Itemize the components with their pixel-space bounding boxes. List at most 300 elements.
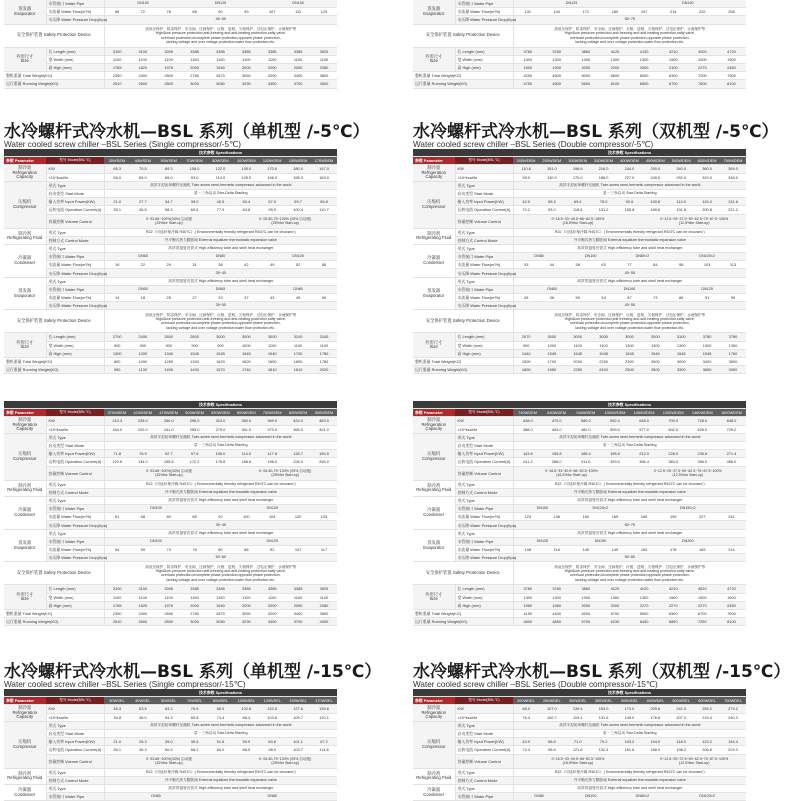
value-cell: 120.5 — [259, 705, 285, 713]
value-cell: 1100 — [591, 341, 617, 349]
value-cell: 76.9 — [130, 450, 156, 458]
value-cell: 1980 — [513, 601, 542, 609]
specifications-title: 技术参数 Specifications — [513, 149, 746, 157]
model-name: 1200WDEM — [659, 409, 688, 417]
table-row — [4, 244, 337, 252]
value-cell: 88.4 — [233, 713, 259, 721]
value-cell: 1300 — [642, 341, 668, 349]
row-label: 启动类型 Start Mode — [46, 441, 104, 449]
value-cell: 129 — [311, 8, 337, 16]
row-label: 水流量 Water Flow(m³/h) — [46, 513, 104, 521]
row-label: 水管接口 Water Pipe — [455, 505, 513, 513]
row-label: 运行重量 Running Weight(KG) — [4, 366, 104, 374]
value-cell: 4720 — [717, 585, 746, 593]
value-cell: 3000 — [233, 333, 259, 341]
value-cell: 高效半封闭单螺杆压缩机 Twin-screw semi-hermetic compressor advanced in the world — [104, 721, 337, 729]
value-cell: 183 — [688, 546, 717, 554]
value-cell: 外平衡式热力膨胀阀 External equalizer thermostatic expansion valve — [104, 488, 337, 496]
value-cell: 28 — [513, 294, 539, 302]
row-label: KW — [455, 165, 513, 173]
value-cell: 56 — [311, 261, 337, 269]
table-row — [4, 768, 337, 776]
value-cell: 1100 — [130, 55, 156, 63]
value-cell: 3100 — [285, 333, 311, 341]
value-cell: 4210 — [659, 47, 688, 55]
value-cell: 4120 — [630, 585, 659, 593]
row-label: 高 High (mm) — [455, 601, 513, 609]
value-cell: 72 — [130, 8, 156, 16]
value-cell: 117 — [311, 546, 337, 554]
group-label: 压缩机 Compressor — [4, 181, 46, 228]
value-cell: 39.0 — [182, 198, 208, 206]
table-row — [413, 349, 746, 357]
value-cell: 1940 — [208, 63, 234, 71]
header-blank — [4, 689, 104, 697]
value-cell: 4000 — [311, 80, 337, 88]
value-cell: 58 — [565, 261, 591, 269]
group-label: 制冷剂 Refrigerating Fluid — [4, 768, 46, 784]
table-row — [413, 521, 746, 529]
value-cell: 高效带翅管壳管式 High-efficiency tube and shell heat exchanger — [104, 496, 337, 504]
value-cell: 1100 — [311, 55, 337, 63]
value-cell: 1300 — [694, 341, 720, 349]
value-cell: 1150 — [208, 593, 234, 601]
table-row — [4, 746, 337, 754]
value-cell: 1810 — [285, 366, 311, 374]
model-name: 900WSEM — [311, 409, 337, 417]
value-cell: 2270 — [630, 601, 659, 609]
value-cell: 73 — [642, 294, 668, 302]
value-cell: 5900 — [630, 609, 659, 617]
specifications-title: 技术参数 Specifications — [104, 149, 337, 157]
value-cell: 130.0 — [539, 173, 565, 181]
row-label: 运行重量 Running Weight(KG) — [413, 80, 513, 88]
table-row — [413, 173, 746, 181]
model-name: 350WDEL — [591, 697, 617, 705]
value-cell: 92.6 — [617, 198, 643, 206]
value-cell: 4600 — [513, 618, 542, 626]
value-cell: DN200 — [630, 537, 747, 545]
value-cell: 3780 — [720, 333, 746, 341]
model-name: 600WDEL — [694, 697, 720, 705]
value-cell: 108.0 — [182, 165, 208, 173]
value-cell: 外平衡式热力膨胀阀 External equalizer thermostatic expansion valve — [513, 488, 746, 496]
group-label: 制冷量 Refrigeration Capacity — [413, 165, 455, 181]
group-label: 蒸发器 Evaporator — [4, 277, 46, 310]
value-cell: 29 — [156, 261, 182, 269]
group-label: 压缩机 Compressor — [413, 433, 455, 480]
value-cell: 39.8 — [104, 713, 130, 721]
table-row — [413, 341, 746, 349]
table-row — [413, 689, 746, 697]
group-label: 制冷量 Refrigeration Capacity — [4, 705, 46, 721]
row-label: 容量控制 Volume Control — [46, 466, 104, 480]
value-cell: 高效半封闭单螺杆压缩机 Twin-screw semi-hermetic compressor advanced in the world — [104, 433, 337, 441]
value-cell: 5600 — [600, 72, 629, 80]
value-cell: 27.7 — [130, 198, 156, 206]
table-row — [4, 277, 337, 285]
value-cell: 1300 — [600, 593, 629, 601]
row-label: 长 Length (mm) — [46, 47, 104, 55]
value-cell: 2510 — [104, 80, 130, 88]
table-row — [4, 713, 337, 721]
value-cell: 58.3 — [156, 206, 182, 214]
value-cell: 5600 — [571, 80, 600, 88]
value-cell: 3080 — [208, 80, 234, 88]
value-cell: 180 — [600, 8, 629, 16]
value-cell: 3080 — [208, 618, 234, 626]
value-cell: 88.0 — [513, 705, 539, 713]
table-row — [413, 609, 746, 617]
group-label: 冷凝器 Condenser — [413, 496, 455, 529]
table-row — [4, 294, 337, 302]
value-cell: 4120 — [630, 47, 659, 55]
row-label: 长 Length (mm) — [455, 333, 513, 341]
row-label: 高 High (mm) — [46, 601, 104, 609]
value-cell: 外平衡式热力膨胀阀 External equalizer thermostatic expansion valve — [104, 776, 337, 784]
value-cell: 114.0 — [208, 173, 234, 181]
value-cell: 113 — [720, 261, 746, 269]
value-cell: 1545 — [182, 349, 208, 357]
value-cell: 67.2 — [311, 738, 337, 746]
table-row — [413, 80, 746, 88]
section-subtitle-single-5c: Water cooled screw chiller –BSL Series (Single compressor/-5℃) — [4, 140, 242, 149]
table-row — [4, 721, 337, 729]
value-cell: 5700 — [600, 609, 629, 617]
group-label: 压缩机 Compressor — [413, 181, 455, 228]
table-row — [4, 189, 337, 197]
table-row — [4, 333, 337, 341]
value-cell: 71.8 — [104, 450, 130, 458]
section-title-double-15c: 水冷螺杆式冷水机—BSL 系列（双机型 /-15℃） — [413, 662, 790, 682]
value-cell: 3395 — [156, 585, 182, 593]
value-cell: 3700 — [285, 80, 311, 88]
value-cell: 35~45 — [104, 269, 337, 277]
value-cell: 2780 — [182, 72, 208, 80]
value-cell: 21.0 — [104, 738, 130, 746]
value-cell: DN125 — [182, 0, 260, 8]
value-cell: 44 — [539, 261, 565, 269]
model-name: 600WDEM — [694, 157, 720, 165]
value-cell: 170.0 — [565, 173, 591, 181]
value-cell: 3650 — [694, 366, 720, 374]
model-name: 1600WDEM — [717, 409, 746, 417]
table-row — [413, 562, 746, 585]
value-cell: 3100 — [104, 47, 130, 55]
model-name: 150WSEM — [285, 157, 311, 165]
value-cell: 高效带翅管壳管式 High-efficiency tube and shell heat exchanger — [104, 277, 337, 285]
value-cell: 169 — [600, 513, 629, 521]
value-cell: 0~12.5~25~37.5~50~62.5~75~87.5~100% (12.5%for Start-up) — [630, 466, 747, 480]
value-cell: 2450 — [717, 63, 746, 71]
row-label: KW — [455, 705, 513, 713]
specifications-title: 技术参数 Specifications — [513, 401, 746, 409]
table-row — [413, 466, 746, 480]
value-cell: 1300 — [668, 341, 694, 349]
value-cell: 1250 — [156, 357, 182, 365]
value-cell: 900 — [513, 341, 539, 349]
value-cell: 3860 — [571, 47, 600, 55]
value-cell: 57.0 — [259, 198, 285, 206]
value-cell: 900 — [104, 341, 130, 349]
table-row — [413, 793, 746, 801]
table-row — [413, 601, 746, 609]
header-blank — [413, 401, 513, 409]
value-cell: 104.0 — [642, 738, 668, 746]
table-row — [4, 776, 337, 784]
value-cell: 329.0 — [600, 458, 629, 466]
model-name: 500WSEM — [182, 409, 208, 417]
value-cell: DN150 — [571, 537, 629, 545]
group-label: 外形尺寸 Size — [413, 333, 455, 358]
value-cell: 25 — [156, 294, 182, 302]
value-cell: 119.4 — [694, 198, 720, 206]
value-cell: 4900 — [542, 80, 571, 88]
value-cell: 489.0 — [311, 417, 337, 425]
value-cell: 1750 — [285, 349, 311, 357]
value-cell: 86.5 — [208, 705, 234, 713]
value-cell: 1400 — [156, 366, 182, 374]
value-cell: 2870 — [208, 72, 234, 80]
row-label: 启动类型 Start Mode — [455, 189, 513, 197]
table-row — [413, 214, 746, 228]
table-row — [4, 47, 337, 55]
value-cell: 118.0 — [668, 738, 694, 746]
value-cell: 136 — [542, 513, 571, 521]
value-cell: 37 — [233, 294, 259, 302]
row-label: 形式 Type — [46, 784, 104, 792]
value-cell: 310.0 — [694, 173, 720, 181]
value-cell: 134.4 — [720, 738, 746, 746]
row-label: 整机重量 Total Weight(KG) — [413, 357, 513, 365]
table-row — [413, 181, 746, 189]
value-cell: 1100 — [259, 593, 285, 601]
section-subtitle-double-15c: Water cooled screw chiller –BSL Series (Double compressor/-15℃) — [413, 680, 658, 689]
value-cell: 103 — [694, 261, 720, 269]
value-cell: 100 — [233, 513, 259, 521]
value-cell: 140 — [571, 546, 600, 554]
value-cell: 3300 — [668, 366, 694, 374]
row-label: 输入功率 Input Power(KW) — [46, 738, 104, 746]
value-cell: 602.0 — [659, 425, 688, 433]
value-cell: 8100 — [717, 618, 746, 626]
model-name: 500WDEM — [668, 157, 694, 165]
value-cell: DN80 — [513, 253, 565, 261]
table-row — [413, 537, 746, 545]
row-label: 启动类型 Start Mode — [46, 729, 104, 737]
value-cell: 131.6 — [720, 198, 746, 206]
value-cell: 36 — [539, 294, 565, 302]
row-label: 形式 Type — [455, 228, 513, 236]
group-label: 制冷剂 Refrigerating Fluid — [413, 768, 455, 784]
model-label: 型号 Model(BSL°C) — [455, 409, 513, 417]
model-name: 730WSEM — [259, 409, 285, 417]
row-label: ×10⁴kcal/hr — [455, 173, 513, 181]
right-top-table — [413, 0, 746, 89]
section-subtitle-double-5c: Water cooled screw chiller –BSL Series (Double compressor/-5℃) — [413, 140, 654, 149]
value-cell: 106.0 — [208, 450, 234, 458]
value-cell: 星－三角启动 Star-Delta Starting — [513, 729, 746, 737]
value-cell: 1340 — [156, 349, 182, 357]
value-cell: 31 — [182, 261, 208, 269]
table-row — [4, 705, 337, 713]
model-label: 型号 Model(BSL°C) — [455, 157, 513, 165]
value-cell: 369.0 — [259, 417, 285, 425]
model-name: 70WSEL — [182, 697, 208, 705]
value-cell: 2400 — [130, 333, 156, 341]
group-label: 蒸发器 Evaporator — [4, 529, 46, 562]
table-row — [413, 8, 746, 16]
row-label: 形式 Type — [455, 244, 513, 252]
value-cell: 1440 — [513, 349, 539, 357]
value-cell: 1500 — [717, 593, 746, 601]
value-cell: 96.6 — [539, 746, 565, 754]
table-row — [413, 189, 746, 197]
table-row — [413, 425, 746, 433]
value-cell: 3000 — [182, 618, 208, 626]
model-name: 420WSEM — [130, 409, 156, 417]
model-name: 80WSEM — [208, 157, 234, 165]
value-cell: 292.0 — [668, 173, 694, 181]
value-cell: 75.5 — [130, 165, 156, 173]
value-cell: 8100 — [717, 80, 746, 88]
table-row — [413, 261, 746, 269]
value-cell: 1300 — [571, 55, 600, 63]
value-cell: DN125 — [513, 537, 571, 545]
value-cell: 4250 — [513, 72, 542, 80]
value-cell: 241.0 — [156, 425, 182, 433]
row-label: 运转电流 Operation Current(A) — [46, 746, 104, 754]
value-cell: 110.7 — [311, 206, 337, 214]
value-cell: 2800 — [182, 333, 208, 341]
right-low-table — [413, 401, 746, 626]
table-row — [4, 496, 337, 504]
value-cell: 123 — [513, 513, 542, 521]
value-cell: 3525 — [311, 47, 337, 55]
value-cell: 2050 — [285, 601, 311, 609]
value-cell: 198.2 — [668, 746, 694, 754]
value-cell: 4850 — [542, 618, 571, 626]
table-row — [4, 236, 337, 244]
value-cell: 249.0 — [642, 173, 668, 181]
model-name: 30WSEL — [104, 697, 130, 705]
header-blank — [413, 149, 513, 157]
value-cell: 3200 — [259, 609, 285, 617]
value-cell: 3385 — [182, 585, 208, 593]
section-title-single-5c: 水冷螺杆式冷水机—BSL 系列（单机型 /-5℃） — [4, 122, 370, 142]
value-cell: 93.0 — [539, 206, 565, 214]
value-cell: DN100 — [565, 253, 617, 261]
value-cell: 1150 — [182, 593, 208, 601]
value-cell: 110.6 — [513, 165, 539, 173]
value-cell: 55~75 — [513, 521, 746, 529]
table-row — [4, 63, 337, 71]
value-cell: 0~16.5~33~49.5~66~82.5~100% (16.5%for Start-up) — [513, 214, 642, 228]
value-cell: 2600 — [156, 72, 182, 80]
value-cell: 55~75 — [513, 16, 746, 24]
value-cell: 65.0 — [156, 173, 182, 181]
table-row — [413, 593, 746, 601]
value-cell: 3200 — [259, 72, 285, 80]
value-cell: 848.0 — [717, 417, 746, 425]
value-cell: 100.8 — [642, 198, 668, 206]
value-cell: 高效带翅管壳管式 High-efficiency tube and shell heat exchanger — [513, 784, 746, 792]
value-cell: 133 — [311, 513, 337, 521]
table-row — [413, 294, 746, 302]
value-cell: 54 — [591, 294, 617, 302]
value-cell: 151.6 — [617, 746, 643, 754]
value-cell: 3600 — [720, 357, 746, 365]
value-cell: 5700 — [571, 618, 600, 626]
table-row — [4, 689, 337, 697]
value-cell: 40.5 — [208, 198, 234, 206]
value-cell: 16 — [104, 261, 130, 269]
value-cell: 3780 — [542, 47, 571, 55]
value-cell: 2000 — [233, 601, 259, 609]
table-row — [4, 433, 337, 441]
value-cell: 6300 — [659, 609, 688, 617]
value-cell: 7500 — [717, 72, 746, 80]
value-cell: 2400 — [591, 366, 617, 374]
value-cell: 2000 — [565, 357, 591, 365]
value-cell: 46.3 — [104, 705, 130, 713]
value-cell: 1100 — [233, 55, 259, 63]
value-cell: 3050 — [233, 72, 259, 80]
value-cell: 186.0 — [591, 173, 617, 181]
model-name: 50WSEL — [156, 697, 182, 705]
value-cell: 35.1 — [104, 206, 130, 214]
value-cell: 4600 — [542, 72, 571, 80]
safety-label: 安全保护装置 Safety Protection Device — [413, 24, 513, 47]
value-cell: 470.0 — [542, 417, 571, 425]
value-cell: 360.0 — [694, 165, 720, 173]
value-cell: 1545 — [694, 349, 720, 357]
row-label: ×10⁴kcal/hr — [455, 713, 513, 721]
row-label: 整机重量 Total Weight(KG) — [413, 609, 513, 617]
value-cell: 159.8 — [542, 450, 571, 458]
value-cell: 228.0 — [285, 458, 311, 466]
value-cell: 197.0 — [311, 165, 337, 173]
value-cell: 800 — [104, 357, 130, 365]
value-cell: 85 — [182, 513, 208, 521]
value-cell: 6700 — [688, 609, 717, 617]
group-label: 外形尺寸 Size — [4, 585, 46, 610]
value-cell: 78 — [156, 8, 182, 16]
value-cell: 155.5 — [311, 450, 337, 458]
value-cell: 626.0 — [688, 425, 717, 433]
value-cell: 3000 — [182, 80, 208, 88]
value-cell: 46.5 — [130, 206, 156, 214]
value-cell: 2270 — [659, 601, 688, 609]
value-cell: 79.2 — [591, 738, 617, 746]
value-cell: 51.6 — [208, 738, 234, 746]
value-cell: 296.0 — [182, 417, 208, 425]
row-label: 长 Length (mm) — [46, 333, 104, 341]
value-cell: 1765 — [104, 63, 130, 71]
row-label: 运转电流 Operation Current(A) — [46, 458, 104, 466]
parameter-label: 参数 Parameter — [4, 697, 46, 705]
value-cell: 6500 — [630, 80, 659, 88]
row-label: 长 Length (mm) — [46, 585, 104, 593]
value-cell: 171 — [571, 8, 600, 16]
value-cell: 131.6 — [591, 713, 617, 721]
table-row — [413, 618, 746, 626]
value-cell: 240.2 — [720, 713, 746, 721]
row-label: 宽 Width (mm) — [455, 55, 513, 63]
value-cell: 1500 — [659, 593, 688, 601]
value-cell: 311.6 — [571, 458, 600, 466]
value-cell: 3100 — [130, 585, 156, 593]
